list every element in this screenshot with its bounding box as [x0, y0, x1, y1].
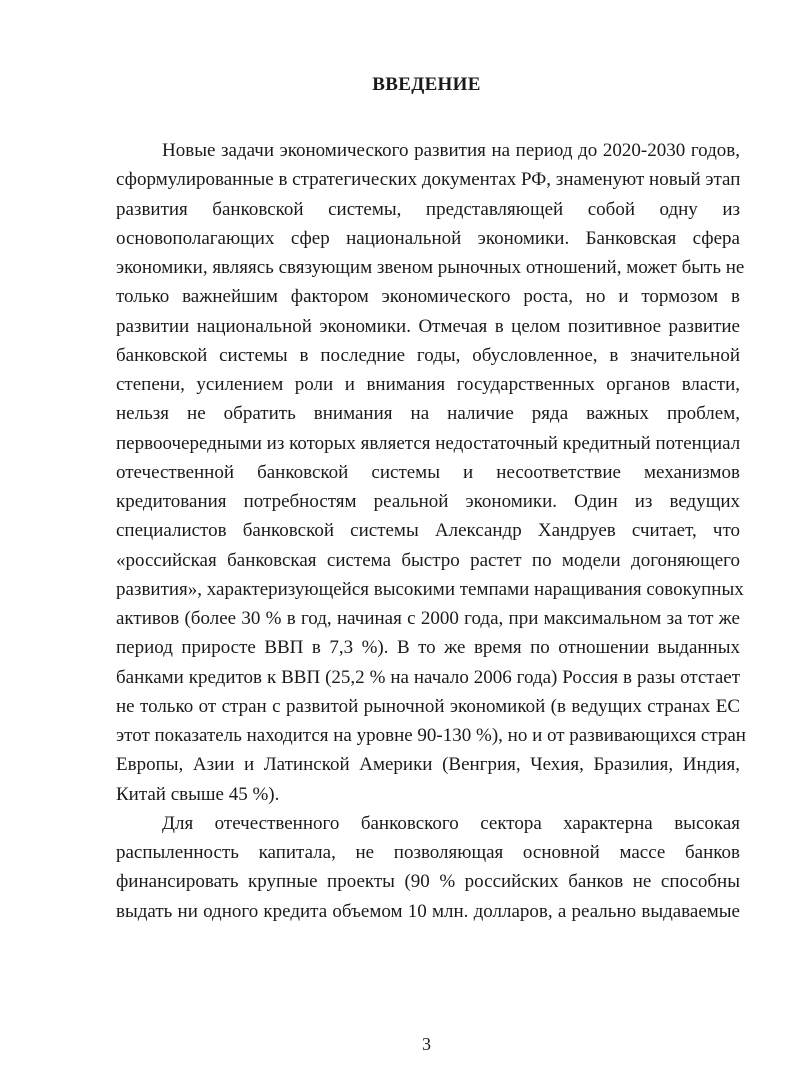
text-line: Китай свыше 45 %). — [116, 783, 280, 805]
text-line: экономики, являясь связующим звеном рыночных отношений, может быть не — [116, 257, 745, 278]
page-number: 3 — [422, 1034, 431, 1054]
text-line: развития банковской системы, представляющей собой одну из — [116, 198, 740, 220]
text-line: финансировать крупные проекты (90 % российских банков не способны — [116, 871, 740, 893]
text-line: сформулированные в стратегических документах РФ, знаменуют новый этап — [116, 169, 741, 191]
body-text — [116, 136, 746, 926]
text-line: не только от стран с развитой рыночной экономикой (в ведущих странах ЕС — [116, 695, 740, 717]
text-line: развития», характеризующейся высокими темпами наращивания совокупных — [116, 578, 744, 600]
text-line: нельзя не обратить внимания на наличие ряда важных проблем, — [116, 403, 740, 425]
text-line: специалистов банковской системы Александр Хандруев считает, что — [116, 520, 740, 542]
text-line: банками кредитов к ВВП (25,2 % на начало 2006 года) Россия в разы отстает — [116, 666, 740, 688]
text-line: Европы, Азии и Латинской Америки (Венгрия, Чехия, Бразилия, Индия, — [116, 754, 740, 776]
text-line: развитии национальной экономики. Отмечая в целом позитивное развитие — [116, 315, 740, 337]
paragraph-2 — [116, 809, 740, 926]
page-title: ВВЕДЕНИЕ — [372, 74, 481, 95]
paragraph-1 — [116, 136, 746, 809]
text-line: выдать ни одного кредита объемом 10 млн. долларов, а реально выдаваемые — [116, 900, 740, 922]
text-line: банковской системы в последние годы, обусловленное, в значительной — [116, 344, 740, 366]
text-line: только важнейшим фактором экономического роста, но и тормозом в — [116, 286, 740, 308]
text-line: этот показатель находится на уровне 90-130 %), но и от развивающихся стран — [116, 725, 746, 746]
text-line: Для отечественного банковского сектора характерна высокая — [162, 812, 740, 834]
text-line: первоочередными из которых является недостаточный кредитный потенциал — [116, 432, 741, 454]
text-line: активов (более 30 % в год, начиная с 2000 года, при максимальном за тот же — [116, 608, 740, 629]
text-line: кредитования потребностям реальной экономики. Один из ведущих — [116, 491, 740, 512]
text-line: период приросте ВВП в 7,3 %). В то же время по отношении выданных — [116, 637, 740, 659]
text-line: Новые задачи экономического развития на период до 2020-2030 годов, — [162, 140, 740, 161]
text-line: отечественной банковской системы и несоответствие механизмов — [116, 461, 740, 483]
text-line: распыленность капитала, не позволяющая основной массе банков — [116, 842, 740, 863]
text-line: основополагающих сфер национальной экономики. Банковская сфера — [116, 227, 740, 249]
text-line: «российская банковская система быстро растет по модели догоняющего — [116, 549, 740, 571]
text-line: степени, усилением роли и внимания государственных органов власти, — [116, 374, 740, 395]
